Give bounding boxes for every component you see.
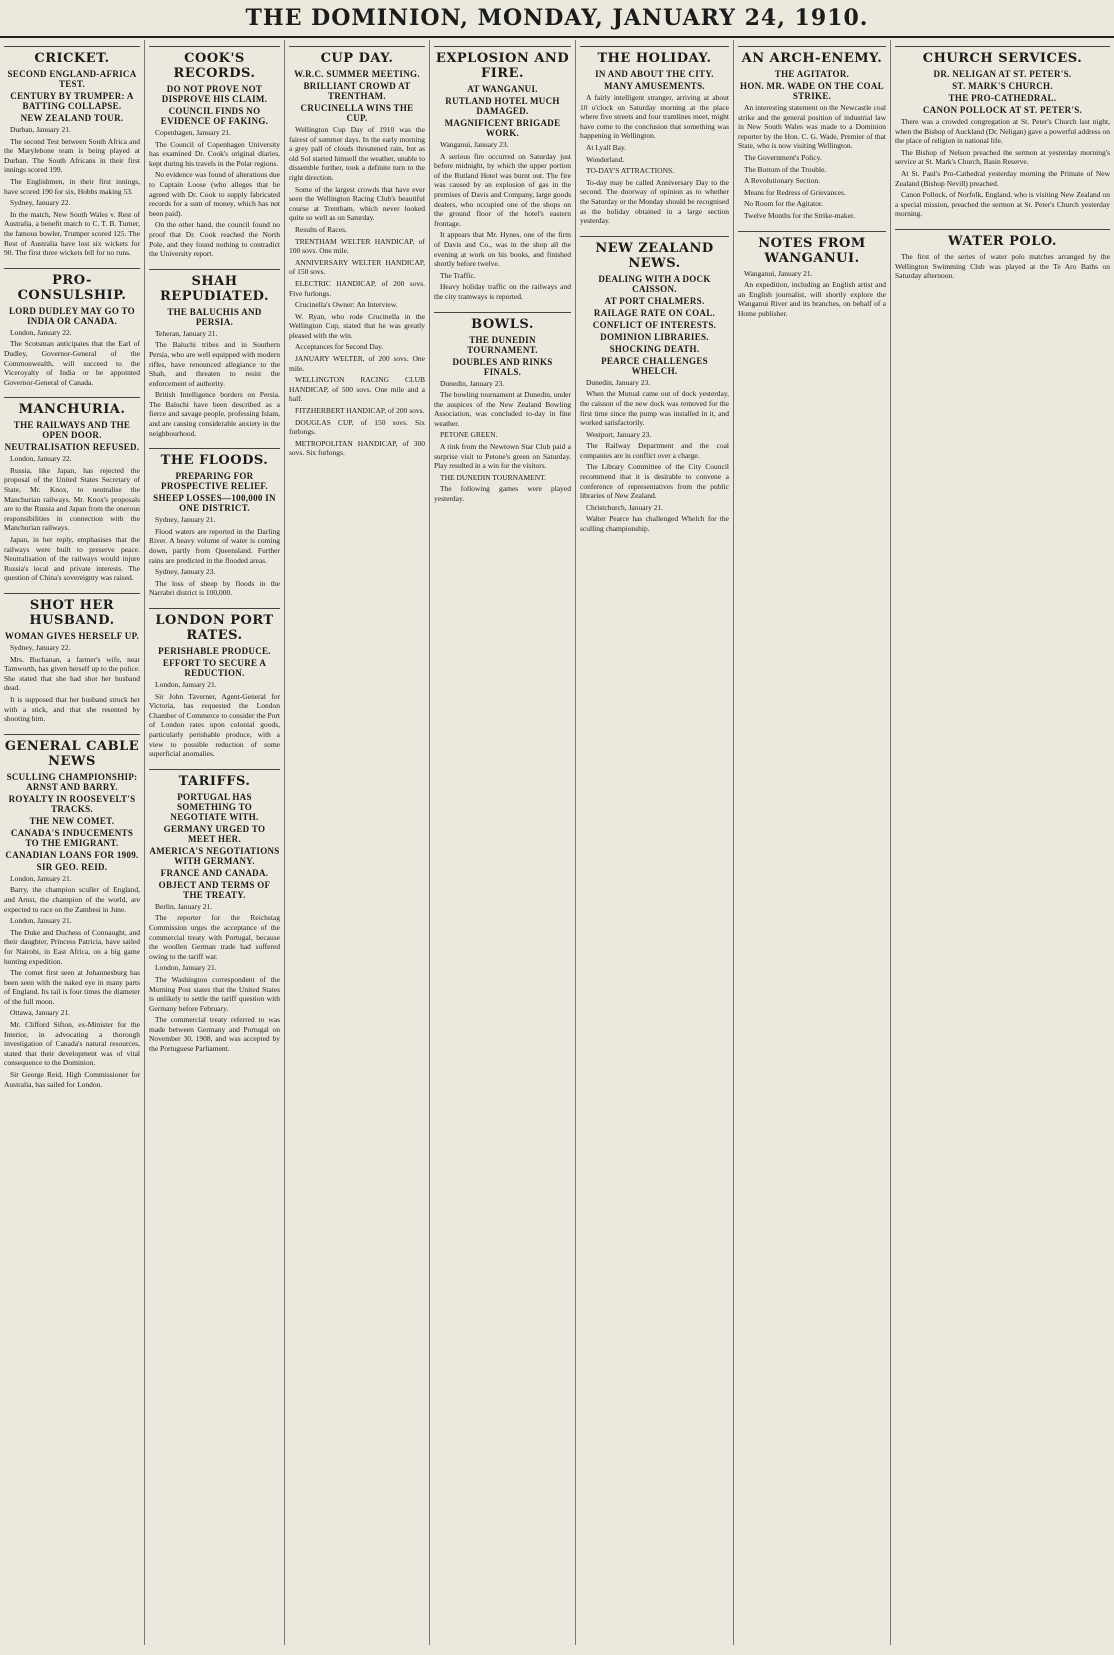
article-paragraph: No Room for the Agitator. [744, 199, 823, 209]
article-paragraph: The reporter for the Reichstag Commission urges the acceptance of the commercial treaty with Portugal, because the woollen German trade had suffered owing to the tariff war. [149, 913, 280, 961]
article-subhead: CANON POLLOCK AT ST. PETER'S. [922, 105, 1083, 115]
article-headline: NOTES FROM WANGANUI. [738, 231, 886, 266]
article-subhead: DOMINION LIBRARIES. [600, 331, 709, 342]
column-7 [891, 40, 1114, 1645]
article-paragraph: The Duke and Duchess of Connaught, and their daughter, Princess Patricia, have sailed for Nairobi, in East Africa, on a big game hunting expedition. [4, 927, 140, 966]
article-paragraph: Durban, January 21. [10, 125, 71, 134]
article-paragraph: Sydney, January 22. [10, 198, 71, 208]
article-paragraph: An interesting statement on the Newcastle coal strike and the general position of industrial law in New South Wales was made to a Dominion reporter by the Hon. C. G. Wade, Premier of that State, who is now visiting Wellington. [738, 103, 886, 151]
article-subhead: PREPARING FOR PROSPECTIVE RELIEF. [161, 471, 268, 492]
article-headline: TARIFFS. [149, 769, 280, 789]
column-6 [734, 40, 891, 1645]
article-subhead: DOUBLES AND RINKS FINALS. [452, 356, 553, 377]
article-paragraph: A rink from the Newtown Star Club paid a surprise visit to Petone's green on Saturday. Play resulted in a win for the visitors. [434, 442, 571, 471]
article-paragraph: At Lyall Bay. [586, 142, 627, 152]
article-headline: WATER POLO. [895, 229, 1110, 249]
article-subhead: AT WANGANUI. [467, 84, 538, 94]
article-subhead: COUNCIL FINDS NO EVIDENCE OF FAKING. [160, 106, 269, 126]
article-headline: CHURCH SERVICES. [895, 46, 1110, 66]
article-paragraph: In the match, New South Wales v. Rest of Australia, a benefit match to C. T. B. Turner, the famous bowler, Trumper scored 125. The Rest of Australia have lost six wickets for 90. The first three wickets fell for no runs. [4, 209, 140, 258]
article-paragraph: Acceptances for Second Day. [295, 342, 384, 352]
article [4, 593, 140, 724]
article-paragraph: JANUARY WELTER, of 200 sovs. One mile. [289, 354, 425, 373]
article-subhead: PERISHABLE PRODUCE. [158, 646, 271, 656]
article-paragraph: Means for Redress of Grievances. [744, 187, 846, 197]
article-subhead: THE BALUCHIS AND PERSIA. [167, 306, 262, 327]
article [149, 608, 280, 759]
article-subhead: THE NEW COMET. [29, 815, 115, 826]
article-paragraph: Heavy holiday traffic on the railways and the city tramways is reported. [434, 282, 571, 301]
article-paragraph: Sir John Taverner, Agent-General for Victoria, has requested the London Chamber of Commerce to consider the Port of London rates upon colonial goods, particularly perishable produce, with a view to possible reduction of some superficial anomalies. [149, 691, 280, 759]
article-paragraph: Christchurch, January 21. [586, 502, 664, 512]
article-subhead: DEALING WITH A DOCK CAISSON. [598, 273, 711, 294]
article-paragraph: Mrs. Buchanan, a farmer's wife, near Tamworth, has given herself up to the police. She stated that she had shot her husband dead. [4, 654, 140, 693]
article-headline: LONDON PORT RATES. [149, 608, 280, 643]
article-paragraph: The Government's Policy. [744, 152, 822, 162]
article-paragraph: Canon Pollock, of Norfolk, England, who is visiting New Zealand on a special mission, preached the sermon at St. Peter's Church yesterday morning. [895, 190, 1110, 219]
article-paragraph: Dunedin, January 23. [440, 378, 505, 388]
article-subhead: AMERICA'S NEGOTIATIONS WITH GERMANY. [149, 845, 280, 866]
article-paragraph: Japan, in her reply, emphasises that the railways were built to preserve peace. Neutralisation of the railways would injure Russia's local and private interests. The question of China's sovereignty was raised. [4, 535, 140, 583]
article-subhead: RUTLAND HOTEL MUCH DAMAGED. [445, 96, 560, 116]
article-paragraph: Russia, like Japan, has rejected the proposal of the United States Secretary of State, Mr. Knox, to neutralise the Manchurian railways. Mr. Knox's proposals are to the Russia and Japan from the onerous responsibilities in connection with the Manchurian railways. [4, 465, 140, 533]
column-4 [430, 40, 576, 1645]
article-subhead: CANADA'S INDUCEMENTS TO THE EMIGRANT. [10, 827, 134, 848]
article-headline: THE HOLIDAY. [580, 46, 729, 66]
article-paragraph: London, January 22. [10, 454, 72, 464]
article-subhead: CONFLICT OF INTERESTS. [592, 319, 717, 330]
article-paragraph: The second Test between South Africa and the Marylebone team is being played at Durban. The South Africans in their first innings scored 199. [4, 136, 140, 175]
article-paragraph: London, January 21. [155, 963, 217, 973]
article-subhead: RAILAGE RATE ON COAL. [593, 307, 716, 318]
article-paragraph: WELLINGTON RACING CLUB HANDICAP, of 500 sovs. One mile and a half. [289, 375, 425, 404]
article-paragraph: The first of the series of water polo matches arranged by the Wellington Swimming Club was played at the Te Aro Baths on Saturday afternoon. [895, 251, 1110, 281]
article-paragraph: Walter Pearce has challenged Whelch for the sculling championship. [580, 514, 729, 534]
article-subhead: THE PRO-CATHEDRAL. [948, 93, 1057, 103]
article-subhead: WOMAN GIVES HERSELF UP. [4, 631, 140, 641]
article-paragraph: W. Ryan, who rode Crucinella in the Wellington Cup, stated that he was greatly pleased with the win. [289, 311, 425, 340]
article [580, 236, 729, 534]
article-paragraph: To-day may be called Anniversary Day to the second. The doorway of opinion as to whether the Saturday or the Monday should be recognised as the holiday obtained in a large section yesterday. [580, 177, 729, 226]
article-paragraph: The comet first seen at Johannesburg has been seen with the naked eye in many parts of England. Its tail is four times the diameter of the full moon. [4, 968, 140, 1006]
article [738, 231, 886, 319]
article-paragraph: The following games were played yesterday. [434, 484, 571, 504]
article [149, 46, 280, 259]
article-subhead: MAGNIFICENT BRIGADE WORK. [444, 118, 561, 138]
masthead-title: THE DOMINION, MONDAY, JANUARY 24, 1910. [245, 5, 869, 31]
article-headline: COOK'S RECORDS. [149, 46, 280, 81]
article-paragraph: Barry, the champion sculler of England, and Arnst, the champion of the world, are expected to race on the Zambesi in June. [4, 885, 140, 914]
article-paragraph: ELECTRIC HANDICAP, of 200 sovs. Five furlongs. [289, 278, 425, 298]
article-paragraph: ANNIVERSARY WELTER HANDICAP, of 150 sovs. [289, 257, 425, 277]
article [738, 46, 886, 221]
article-paragraph: The Traffic. [440, 270, 476, 280]
article-paragraph: Sir George Reid, High Commissioner for Australia, has sailed for London. [4, 1070, 140, 1089]
article-subhead: ROYALTY IN ROOSEVELT'S TRACKS. [8, 793, 136, 814]
article-subhead: EFFORT TO SECURE A REDUCTION. [162, 658, 267, 678]
article-paragraph: There was a crowded congregation at St. Peter's Church last night, when the Bishop of Auckland (Dr. Neligan) gave a powerful address on the place of religion in national life. [895, 117, 1110, 146]
article-subhead: ST. MARK'S CHURCH. [952, 81, 1053, 91]
article-subhead: PORTUGAL HAS SOMETHING TO NEGOTIATE WITH. [170, 791, 259, 822]
article-headline: BOWLS. [434, 312, 571, 332]
column-3 [285, 40, 430, 1645]
article-headline: SHAH REPUDIATED. [149, 269, 280, 304]
article-paragraph: Twelve Months for the Strike-maker. [744, 210, 855, 220]
article-paragraph: Mr. Clifford Sifton, ex-Minister for the Interior, in advocating a thorough investigation of Canada's natural resources, stated that their development was of vital consequence to the Dominion. [4, 1020, 140, 1068]
article-paragraph: The bowling tournament at Dunedin, under the auspices of the New Zealand Bowling Association, was concluded to-day in fine weather. [434, 390, 571, 428]
article-subhead: BRILLIANT CROWD AT TRENTHAM. [303, 81, 411, 101]
article-paragraph: British Intelligence borders on Persia. The Baluchi have been described as a fierce and savage people, professing Islam, and are causing considerable anxiety in the neighbourhood. [149, 390, 280, 438]
article-subhead: GERMANY URGED TO MEET HER. [163, 823, 266, 844]
article-paragraph: No evidence was found of alterations due to Captain Loose (who alleges that he agreed with Dr. Cook to supply fabricated records for a sum of money, which has not been paid). [149, 170, 280, 218]
article-subhead: W.R.C. SUMMER MEETING. [294, 69, 420, 79]
article-paragraph: The Washington correspondent of the Morning Post states that the United States is unlikely to settle the tariff question with Germany before February. [149, 974, 280, 1013]
article-paragraph: Wanganui, January 21. [744, 268, 813, 278]
article-headline: AN ARCH-ENEMY. [738, 46, 886, 66]
article-paragraph: Dunedin, January 23. [586, 377, 651, 387]
article-subhead: CRUCINELLA WINS THE CUP. [300, 103, 414, 123]
article [895, 229, 1110, 281]
article-headline: NEW ZEALAND NEWS. [580, 236, 729, 271]
article-subhead: SCULLING CHAMPIONSHIP: ARNST AND BARRY. [6, 771, 138, 792]
article-headline: PRO-CONSULSHIP. [4, 268, 140, 303]
article-subhead: SHEEP LOSSES—100,000 IN ONE DISTRICT. [153, 493, 276, 514]
article-paragraph: PETONE GREEN. [440, 430, 498, 440]
article-paragraph: The loss of sheep by floods in the Narrabri district is 100,000. [149, 578, 280, 598]
article-paragraph: Copenhagen, January 21. [155, 128, 231, 137]
article-headline: CRICKET. [4, 46, 140, 66]
article-subhead: FRANCE AND CANADA. [160, 867, 269, 878]
masthead [0, 0, 1114, 38]
article-paragraph: When the Mutual came out of dock yesterday, the caisson of the new dock was removed for the first time since the pump was installed in it, and worked satisfactorily. [580, 389, 729, 428]
article [4, 734, 140, 1089]
article-subhead: MANY AMUSEMENTS. [604, 81, 705, 91]
article-subhead: SECOND ENGLAND-AFRICA TEST. [7, 69, 137, 89]
article-paragraph: Flood waters are reported in the Darling River. A heavy volume of water is coming down, partly from Queensland. Further rains are predicted in the flooded areas. [149, 526, 280, 565]
article-paragraph: Sydney, January 21. [155, 515, 216, 525]
article-subhead: CANADIAN LOANS FOR 1909. [5, 849, 139, 860]
article-paragraph: A Revolutionary Section. [744, 176, 821, 186]
article-paragraph: A fairly intelligent stranger, arriving at about 10 o'clock on Saturday morning at the place where five streets and four tramlines meet, might have come to the conclusion that something was happening in Wellington. [580, 93, 729, 141]
article-subhead: OBJECT AND TERMS OF THE TREATY. [158, 879, 271, 900]
article-paragraph: The Bottom of the Trouble. [744, 164, 827, 174]
article [4, 397, 140, 583]
article-paragraph: London, January 21. [155, 680, 217, 689]
article-paragraph: METROPOLITAN HANDICAP, of 300 sovs. Six furlongs. [289, 438, 425, 458]
article-subhead: LORD DUDLEY MAY GO TO INDIA OR CANADA. [9, 305, 135, 326]
article-subhead: THE RAILWAYS AND THE OPEN DOOR. [13, 420, 131, 441]
article-paragraph: The commercial treaty referred to was made between Germany and Portugal on November 30, 1908, and was accepted by the Portuguese Parliament. [149, 1015, 280, 1054]
article [434, 46, 571, 302]
article [4, 46, 140, 258]
article-subhead: SIR GEO. REID. [36, 861, 108, 872]
article-paragraph: Sydney, January 23. [155, 567, 216, 577]
article-subhead: IN AND ABOUT THE CITY. [595, 69, 714, 79]
article-paragraph: London, January 22. [10, 327, 72, 337]
article-paragraph: Sydney, January 22. [10, 643, 71, 652]
article-paragraph: It is supposed that her husband struck her with a stick, and that she resented by shooting him. [4, 694, 140, 724]
article-paragraph: An expedition, including an English artist and an English journalist, will shortly explore the Wanganui River and its branches, on behalf of a Home publisher. [738, 280, 886, 318]
article-paragraph: London, January 21. [10, 916, 72, 926]
article-paragraph: The Railway Department and the coal companies are in conflict over a charge. [580, 441, 729, 460]
article-paragraph: TRENTHAM WELTER HANDICAP, of 100 sovs. One mile. [289, 236, 425, 256]
article-paragraph: Ottawa, January 21. [10, 1008, 70, 1018]
article [434, 312, 571, 504]
article-paragraph: Crucinella's Owner: An Interview. [295, 300, 398, 310]
article-headline: CUP DAY. [289, 46, 425, 66]
article-paragraph: The Scotsman anticipates that the Earl of Dudley, Governor-General of the Commonwealth, will succeed to the Viceroyalty of India or be appointed Governor-General of Canada. [4, 339, 140, 387]
article-paragraph: Wellington Cup Day of 1910 was the fairest of summer days. In the early morning a grey pall of clouds threatened rain, but as old Sol started himself the weather, unable to dissemble further, took a definite turn to the right direction. [289, 125, 425, 182]
article-subhead: AT PORT CHALMERS. [604, 295, 705, 306]
article-headline: MANCHURIA. [4, 397, 140, 417]
article-subhead: CENTURY BY TRUMPER: A BATTING COLLAPSE. [10, 91, 134, 111]
article-paragraph: The Baluchi tribes and in Southern Persia, who are well equipped with modern rifles, have renounced allegiance to the Shah, and threaten to resist the enforcement of authority. [149, 340, 280, 388]
article [289, 46, 425, 458]
article-headline: SHOT HER HUSBAND. [4, 593, 140, 628]
article [149, 448, 280, 598]
article-subhead: DO NOT PROVE NOT DISPROVE HIS CLAIM. [161, 84, 268, 104]
article [149, 769, 280, 1054]
article-paragraph: Wanganui, January 23. [440, 140, 509, 149]
article-paragraph: THE DUNEDIN TOURNAMENT. [440, 472, 547, 482]
article-paragraph: Teheran, January 21. [155, 328, 218, 338]
article-paragraph: FITZHERBERT HANDICAP, of 200 sovs. [295, 406, 425, 416]
article-subhead: NEW ZEALAND TOUR. [20, 113, 124, 123]
column-2 [145, 40, 285, 1645]
article-paragraph: At St. Paul's Pro-Cathedral yesterday morning the Primate of New Zealand (Bishop Nevill) preached. [895, 168, 1110, 188]
article-paragraph: The Englishmen, in their first innings, have scored 190 for six, Hobbs making 53. [4, 176, 140, 196]
column-5 [576, 40, 734, 1645]
article-paragraph: Results of Races. [295, 224, 347, 234]
article-paragraph: Westport, January 23. [586, 429, 652, 439]
article-paragraph: TO-DAY'S ATTRACTIONS. [586, 166, 675, 176]
article-paragraph: London, January 21. [10, 873, 72, 883]
article [4, 268, 140, 388]
article-subhead: DR. NELIGAN AT ST. PETER'S. [933, 69, 1072, 79]
article-subhead: NEUTRALISATION REFUSED. [4, 442, 140, 453]
article [149, 269, 280, 439]
article-paragraph: It appears that Mr. Hynes, one of the firm of Davis and Co., was in the shop all the evening at work on his books, and finished shortly before twelve. [434, 230, 571, 269]
article-paragraph: Wonderland. [586, 154, 625, 164]
article-subhead: THE DUNEDIN TOURNAMENT. [467, 334, 538, 355]
article-paragraph: A serious fire occurred on Saturday just before midnight, by which the upper portion of the Rutland Hotel was burnt out. The fire was caused by an explosion of gas in the premises of Davis and Company, large goods dealers, who occupied one of the shops on the ground floor of the hotel's eastern frontage. [434, 151, 571, 228]
article-subhead: PEARCE CHALLENGES WHELCH. [601, 355, 708, 376]
article-headline: EXPLOSION AND FIRE. [434, 46, 571, 81]
article [895, 46, 1110, 219]
article-paragraph: Berlin, January 21. [155, 901, 213, 911]
article-headline: GENERAL CABLE NEWS [4, 734, 140, 769]
article [580, 46, 729, 226]
article-subhead: SHOCKING DEATH. [609, 343, 700, 354]
article-subhead: HON. MR. WADE ON THE COAL STRIKE. [740, 81, 884, 101]
article-paragraph: Some of the largest crowds that have ever seen the Wellington Racing Club's beautiful course at Trentham, which never looked quite so well as on Saturday. [289, 184, 425, 223]
article-paragraph: The Council of Copenhagen University has examined Dr. Cook's original diaries, kept during his travels in the Polar regions. [149, 139, 280, 168]
article-paragraph: DOUGLAS CUP, of 150 sovs. Six furlongs. [289, 417, 425, 437]
article-subhead: THE AGITATOR. [774, 69, 850, 79]
article-paragraph: The Library Committee of the City Council recommend that it is desirable to convene a conference of representatives from the public libraries of New Zealand. [580, 462, 729, 501]
article-paragraph: The Bishop of Nelson preached the sermon at yesterday morning's service at St. Mark's Church, Basin Reserve. [895, 147, 1110, 167]
column-1 [0, 40, 145, 1645]
article-headline: THE FLOODS. [149, 448, 280, 468]
article-paragraph: On the other hand, the council found no proof that Dr. Cook reached the North Pole, and they found nothing to contradict the University report. [149, 220, 280, 259]
